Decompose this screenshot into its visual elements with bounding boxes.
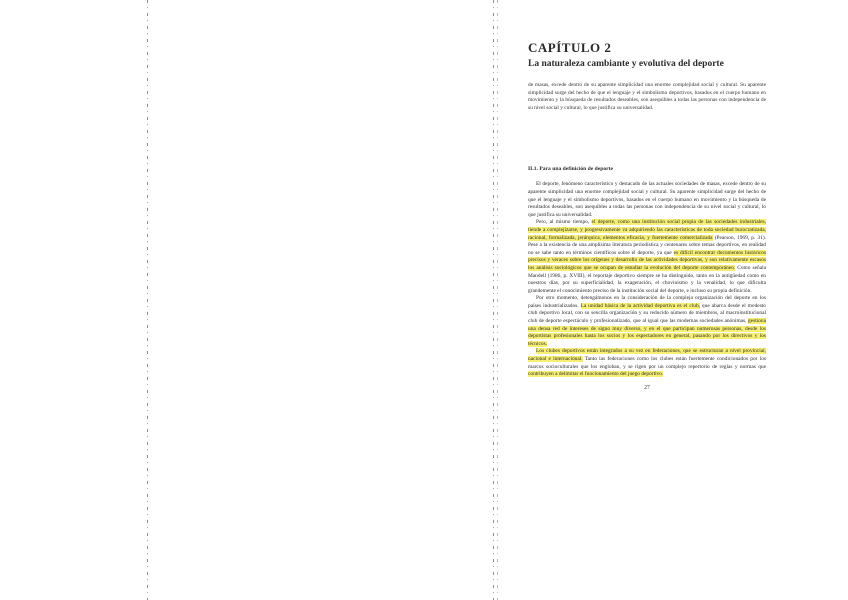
text-span: que abarca desde el modesto club deportivo local, con su sencilla organización y su reducido número de miembros, al macroinstitucional club de deporte espectáculo y profesionalizado, que al igual que las modernas sociedades anónimas,	[528, 302, 766, 325]
scan-edge-left	[147, 0, 148, 600]
text-span: Por otro momento, detengámonos en la consideración de la compleja organización del deporte en los países industrializados.	[528, 295, 766, 309]
chapter-title: La naturaleza cambiante y evolutiva del deporte	[528, 59, 724, 69]
body-text	[528, 181, 766, 378]
paragraph	[528, 348, 766, 378]
highlighted-text: contribuyen a delimitar el funcionamiento del juego deportivo.	[528, 371, 664, 378]
paragraph	[528, 181, 766, 219]
paragraph	[528, 219, 766, 295]
chapter-intro: de masas, excede dentro de su aparente simplicidad una enorme complejidad social y cultural. Su aparente simplicidad surge del hecho de que el lenguaje y el simbolismo deportivos, basados en el cuerpo humano en movimiento y la búsqueda de resultados deseables, son asequibles a todas las personas con independencia de su nivel social y cultural, lo que justifica su universalidad.	[528, 82, 766, 111]
highlighted-text: gestiona una densa red de intereses de signo muy diverso, y en el que participan numerosas personas, desde los deportistas profesionales hasta los socios y los espectadores en general, pasando por los directivos y los técnicos.	[528, 318, 766, 347]
book-page	[528, 40, 766, 391]
page-number: 27	[644, 384, 650, 391]
scan-edge-gutter	[493, 0, 494, 600]
text-span: El deporte, fenómeno característico y destacado de las actuales sociedades de masas, excede dentro de su aparente simplicidad una enorme complejidad social y cultural. Su aparente simplicidad surge del hecho de que el lenguaje y el simbolismo deportivos, basados en el cuerpo humano en movimiento y la búsqueda de resultados deseables, son asequibles a todas las personas con independencia de su nivel social y cultural, lo que justifica su universalidad.	[528, 181, 766, 218]
highlighted-text: el deporte, como una institución social propia de las sociedades industriales, tiende a complejizarse, y progresivamente va adquiriendo las características de toda sociedad burocratizada, racional, formalizada, jerárquica, elementos eficacia, y fuertemente comercializada	[528, 219, 766, 241]
section-heading: II.1. Para una definición de deporte	[528, 166, 613, 173]
text-span: Pero, al mismo tiempo,	[536, 219, 592, 226]
text-span: Como señala Mandell (1986, p. XVIII), el reportaje deportivo siempre se ha distinguido, tanto en la antigüedad como en nuestros días, por su superficialidad, la exageración, el chovinismo y la venalidad, lo que dificulta grandemente el conocimiento preciso de la institución social del deporte, e incluso su propia definición.	[528, 264, 766, 294]
chapter-label: CAPÍTULO 2	[528, 40, 612, 55]
text-span: Tanto las federaciones como los clubes están fuertemente condicionados por los marcos socioculturales que los engloban, y se rigen por un complejo repertorio de reglas y normas que	[528, 356, 766, 370]
scan-edge-gutter-inner	[497, 0, 498, 600]
text-span: (Pearson, 1969, p. 31). Pese a la existencia de una amplísima literatura periodística y centenares sobre temas deportivos, en realidad no se sabe tanto en términos científicos sobre el deporte, ya que	[528, 234, 766, 256]
paragraph	[528, 295, 766, 348]
highlighted-text: es difícil encontrar documentos históricos precisos y veraces sobre los orígenes y desarrollo de las actividades deportivas, y son relativamente escasos los análisis sociológicos que se ocupan de estudiar la evolución del deporte contemporáneo.	[528, 249, 767, 271]
highlighted-text: Los clubes deportivos están integrados a su vez en federaciones, que se estructuran a nivel provincial, nacional e internacional.	[528, 348, 766, 363]
highlighted-text: La unidad básica de la actividad deportiva es el club,	[580, 302, 700, 309]
